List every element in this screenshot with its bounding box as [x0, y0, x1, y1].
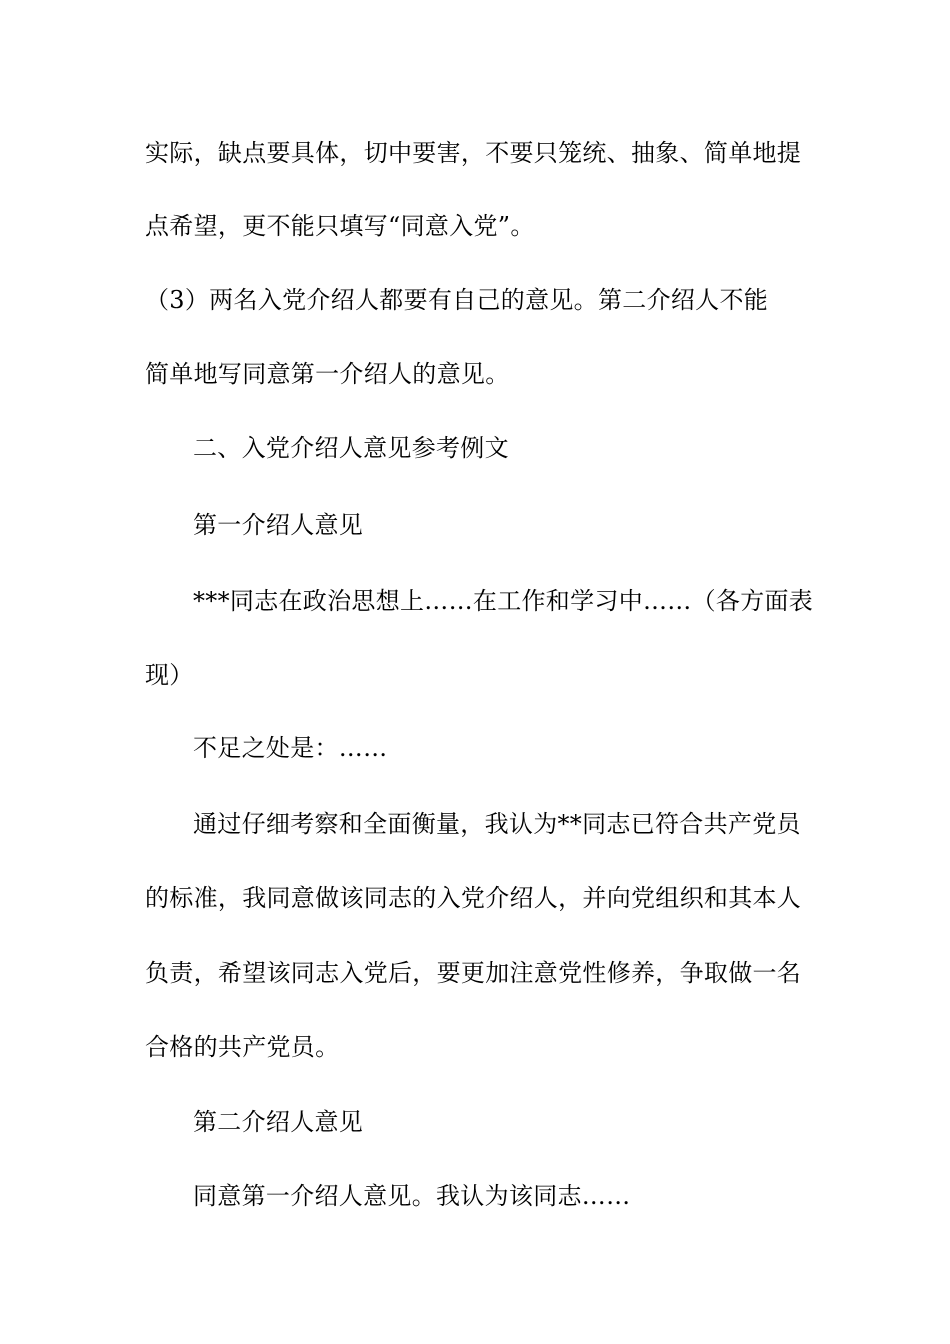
- text-line: 合格的共产党员。: [145, 1033, 340, 1061]
- subheading: 第一介绍人意见: [193, 511, 364, 539]
- text-line: 点希望，更不能只填写“同意入党”。: [145, 212, 535, 240]
- section-heading: 二、入党介绍人意见参考例文: [193, 434, 509, 462]
- text-line: 同意第一介绍人意见。我认为该同志……: [193, 1182, 631, 1210]
- text-line: 实际，缺点要具体，切中要害，不要只笼统、抽象、简单地提: [145, 139, 802, 167]
- text-line: ***同志在政治思想上……在工作和学习中……（各方面表: [193, 587, 814, 615]
- text-line: （3）两名入党介绍人都要有自己的意见。第二介绍人不能: [145, 286, 769, 314]
- text-line: 通过仔细考察和全面衡量，我认为**同志已符合共产党员: [193, 810, 801, 838]
- text-line: 不足之处是：……: [193, 734, 388, 762]
- text-line: 的标准，我同意做该同志的入党介绍人，并向党组织和其本人: [145, 884, 802, 912]
- text-line: 负责，希望该同志入党后，要更加注意党性修养，争取做一名: [145, 959, 802, 987]
- subheading: 第二介绍人意见: [193, 1108, 364, 1136]
- text-line: 现）: [145, 661, 194, 689]
- text-line: 简单地写同意第一介绍人的意见。: [145, 360, 510, 388]
